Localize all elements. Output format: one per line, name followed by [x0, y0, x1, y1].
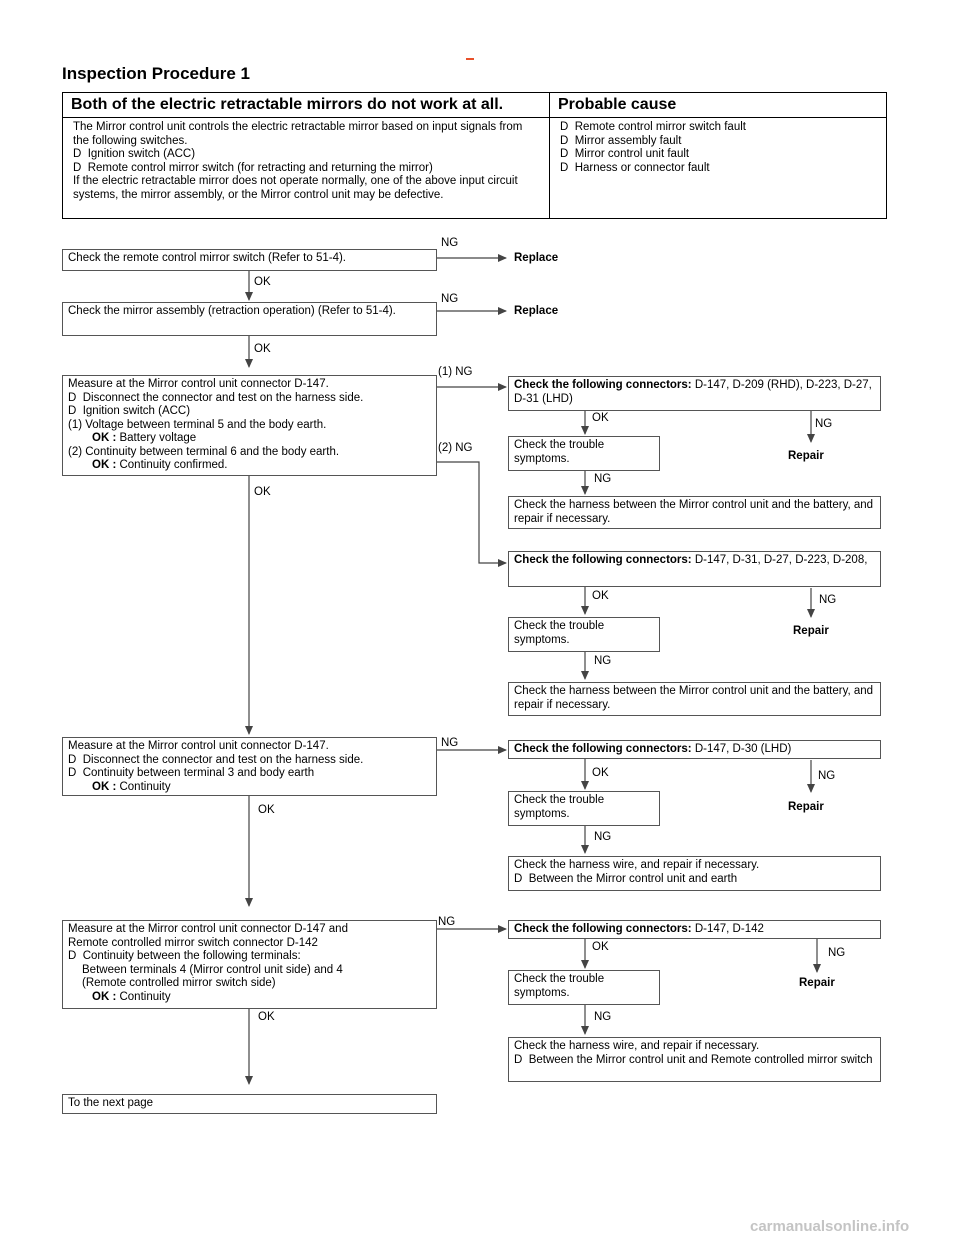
ok-label: OK	[592, 767, 609, 779]
ok-label: OK	[592, 941, 609, 953]
connector-check-b: Check the following connectors: D-147, D-31, D-27, D-223, D-208,	[508, 551, 881, 587]
step-text: Measure at the Mirror control unit connector D-147.	[68, 740, 329, 752]
ng-label: (1) NG	[438, 366, 473, 378]
ng-label: NG	[819, 594, 837, 606]
step-bullet: D Between the Mirror control unit and earth	[514, 872, 738, 885]
ok-criterion: OK : Continuity confirmed.	[92, 459, 228, 471]
ng-label: NG	[594, 655, 612, 667]
page-title: Inspection Procedure 1	[62, 64, 250, 83]
connector-check-c: Check the following connectors: D-147, D-30 (LHD)	[508, 740, 881, 759]
harness-battery-check: Check the harness between the Mirror control unit and the battery, and repair if necessary.	[508, 682, 881, 716]
ng-label: NG	[438, 916, 456, 928]
description-text: The Mirror control unit controls the electric retractable mirror based on input signals from the following switches.	[73, 121, 523, 147]
harness-earth-check	[508, 856, 881, 891]
description-item: D Remote control mirror switch (for retracting and returning the mirror)	[73, 161, 433, 174]
step-next-page: To the next page	[62, 1094, 437, 1114]
step-text: (2) Continuity between terminal 6 and the body earth.	[68, 445, 340, 458]
ng-label: NG	[594, 473, 612, 485]
ok-criterion: OK : Continuity	[92, 780, 171, 793]
ng-label: NG	[828, 947, 846, 959]
probable-cause-heading: Probable cause	[550, 93, 887, 118]
step-text: (1) Voltage between terminal 5 and the body earth.	[68, 418, 327, 431]
ok-criterion: OK : Continuity	[92, 990, 171, 1003]
step-bullet: D Ignition switch (ACC)	[68, 405, 191, 417]
ng-label: NG	[594, 1011, 612, 1023]
repair-action: Repair	[788, 450, 824, 462]
step-bullet: D Continuity between the following terminals:	[68, 950, 301, 962]
step-bullet: D Between the Mirror control unit and Remote controlled mirror switch	[514, 1053, 873, 1066]
ok-label: OK	[254, 276, 271, 288]
ok-label: OK	[592, 590, 609, 602]
step-text: Measure at the Mirror control unit connector D-147 and	[68, 923, 348, 935]
step-measure-switch-continuity	[62, 920, 437, 1009]
harness-switch-check	[508, 1037, 881, 1082]
cause-item: D Harness or connector fault	[560, 161, 710, 174]
replace-action: Replace	[514, 252, 559, 264]
ng-label: NG	[594, 831, 612, 843]
ok-label: OK	[258, 1011, 275, 1023]
cause-item: D Mirror control unit fault	[560, 148, 690, 160]
step-bullet: D Disconnect the connector and test on the harness side.	[68, 753, 364, 766]
step-mirror-assembly-check: Check the mirror assembly (retraction operation) (Refer to 51-4).	[62, 302, 437, 336]
description-text: If the electric retractable mirror does not operate normally, one of the above input circuit systems, the mirror assembly, or the Mirror control unit may be defective.	[73, 175, 518, 201]
ng-label: NG	[818, 770, 836, 782]
trouble-symptoms-box: Check the trouble symptoms.	[508, 970, 660, 1005]
replace-action: Replace	[514, 305, 559, 317]
ok-label: OK	[254, 343, 271, 355]
repair-action: Repair	[788, 801, 824, 813]
symptom-heading: Both of the electric retractable mirrors do not work at all.	[63, 93, 550, 118]
step-bullet: D Disconnect the connector and test on the harness side.	[68, 391, 364, 404]
watermark: carmanualsonline.info	[750, 1218, 910, 1235]
ng-label: NG	[441, 237, 459, 249]
cause-item: D Mirror assembly fault	[560, 134, 682, 147]
connector-check-d: Check the following connectors: D-147, D-142	[508, 920, 881, 939]
ng-label: NG	[815, 418, 833, 430]
trouble-symptoms-box: Check the trouble symptoms.	[508, 791, 660, 826]
cause-item: D Remote control mirror switch fault	[560, 121, 746, 133]
repair-action: Repair	[799, 977, 835, 989]
step-text: Remote controlled mirror switch connector D-142	[68, 936, 318, 949]
ok-criterion: OK : Battery voltage	[92, 432, 197, 444]
trouble-symptoms-box: Check the trouble symptoms.	[508, 617, 660, 652]
step-text: Check the harness wire, and repair if necessary.	[514, 1040, 760, 1052]
harness-battery-check: Check the harness between the Mirror control unit and the battery, and repair if necessary.	[508, 496, 881, 529]
ng-label: NG	[441, 737, 459, 749]
step-measure-earth	[62, 737, 437, 796]
step-text: Check the harness wire, and repair if necessary.	[514, 859, 760, 871]
ng-label: (2) NG	[438, 442, 473, 454]
step-text: Between terminals 4 (Mirror control unit side) and 4	[82, 963, 343, 976]
step-text: (Remote controlled mirror switch side)	[82, 977, 276, 989]
step-measure-voltage	[62, 375, 437, 476]
ok-label: OK	[258, 804, 275, 816]
repair-action: Repair	[793, 625, 829, 637]
step-bullet: D Continuity between terminal 3 and body earth	[68, 767, 315, 779]
ok-label: OK	[254, 486, 271, 498]
connector-check-a: Check the following connectors: D-147, D-209 (RHD), D-223, D-27, D-31 (LHD)	[508, 376, 881, 411]
step-remote-switch-check: Check the remote control mirror switch (Refer to 51-4).	[62, 249, 437, 271]
step-text: Measure at the Mirror control unit connector D-147.	[68, 378, 329, 390]
description-item: D Ignition switch (ACC)	[73, 148, 196, 160]
ng-label: NG	[441, 293, 459, 305]
ok-label: OK	[592, 412, 609, 424]
trouble-symptoms-box: Check the trouble symptoms.	[508, 436, 660, 471]
